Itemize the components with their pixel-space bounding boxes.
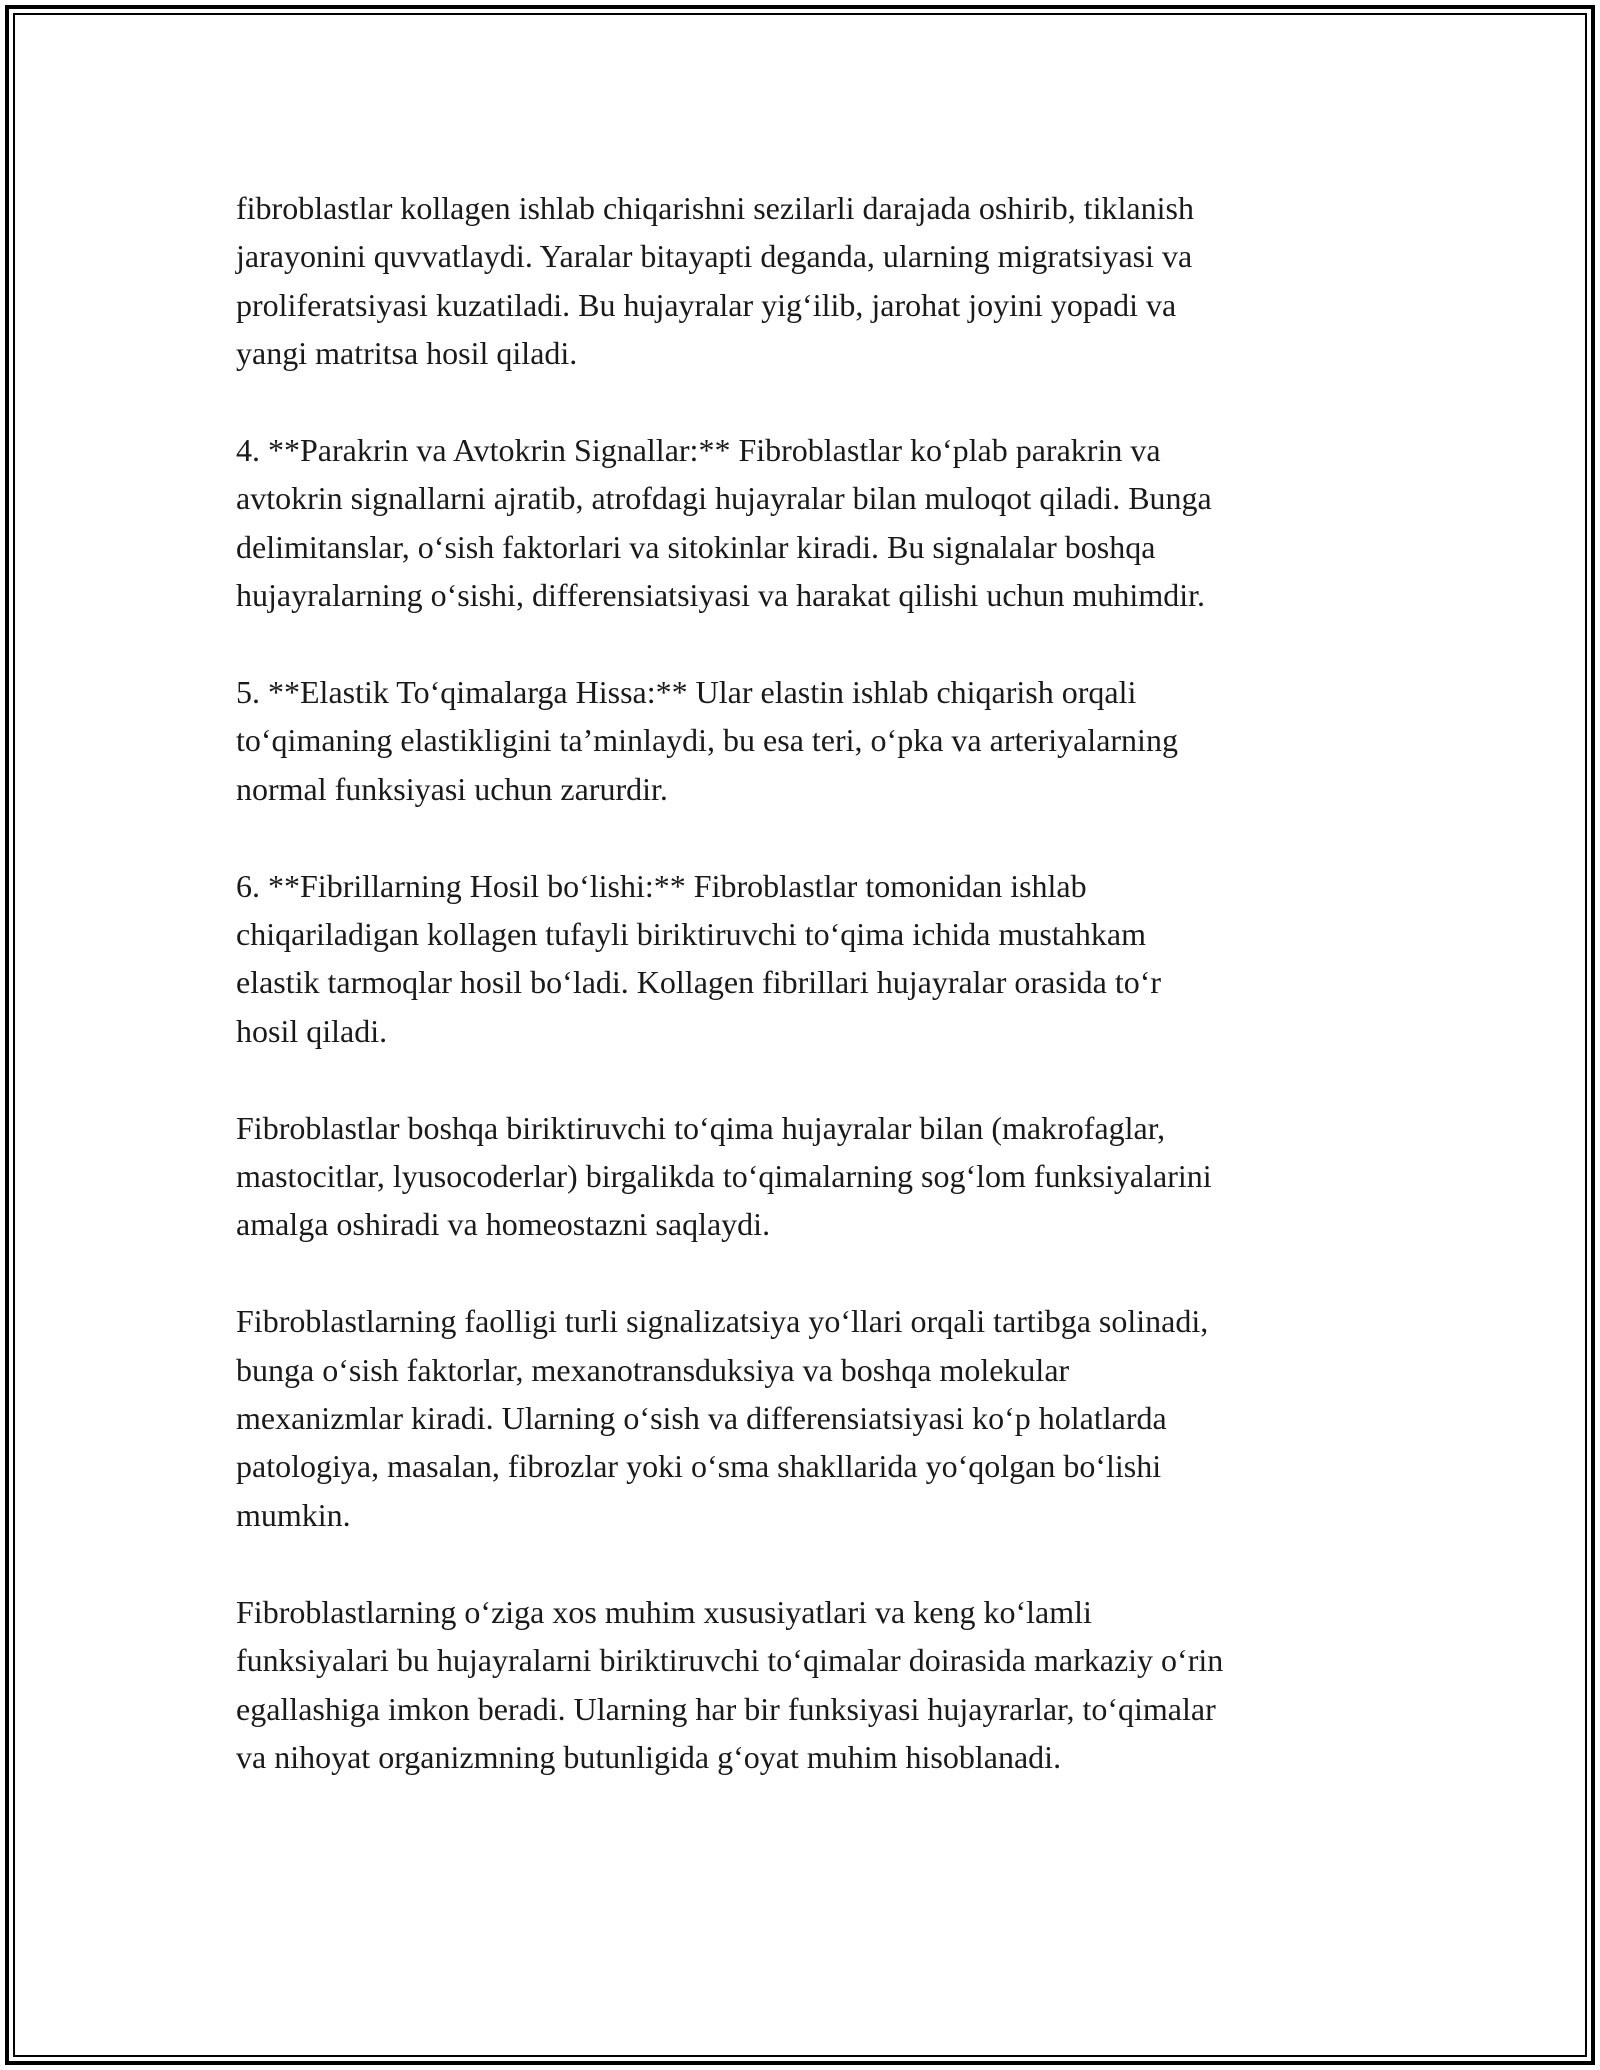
text-line: patologiya, masalan, fibrozlar yoki o‘sma shakllarida yo‘qolgan bo‘lishi: [236, 1448, 1162, 1485]
text-line: hujayralarning o‘sishi, differensiatsiyasi va harakat qilishi uchun muhimdir.: [236, 577, 1205, 614]
text-line: bunga o‘sish faktorlar, mexanotransduksiya va boshqa molekular: [236, 1351, 1070, 1388]
text-line: 5. **Elastik To‘qimalarga Hissa:** Ular elastin ishlab chiqarish orqali: [236, 674, 1137, 711]
text-line: elastik tarmoqlar hosil bo‘ladi. Kollagen fibrillari hujayralar orasida to‘r: [236, 964, 1162, 1001]
paragraph-3: [236, 668, 1386, 813]
paragraph-4: [236, 862, 1386, 1056]
text-line: avtokrin signallarni ajratib, atrofdagi hujayralar bilan muloqot qiladi. Bunga: [236, 480, 1212, 517]
text-line: mexanizmlar kiradi. Ularning o‘sish va differensiatsiyasi ko‘p holatlarda: [236, 1400, 1167, 1437]
text-line: normal funksiyasi uchun zarurdir.: [236, 770, 668, 807]
text-line: va nihoyat organizmning butunligida g‘oyat muhim hisoblanadi.: [236, 1738, 1062, 1775]
text-line: jarayonini quvvatlaydi. Yaralar bitayapti deganda, ularning migratsiyasi va: [236, 238, 1193, 275]
text-line: yangi matritsa hosil qiladi.: [236, 335, 578, 372]
paragraph-1: [236, 184, 1386, 378]
paragraph-5: [236, 1104, 1386, 1249]
text-line: hosil qiladi.: [236, 1012, 388, 1049]
text-line: amalga oshiradi va homeostazni saqlaydi.: [236, 1206, 771, 1243]
text-line: fibroblastlar kollagen ishlab chiqarishni sezilarli darajada oshirib, tiklanish: [236, 190, 1194, 226]
text-line: proliferatsiyasi kuzatiladi. Bu hujayralar yig‘ilib, jarohat joyini yopadi va: [236, 286, 1177, 323]
text-line: Fibroblastlarning o‘ziga xos muhim xususiyatlari va keng ko‘lamli: [236, 1593, 1092, 1630]
text-line: egallashiga imkon beradi. Ularning har bir funksiyasi hujayrarlar, to‘qimalar: [236, 1690, 1216, 1727]
text-line: 6. **Fibrillarning Hosil bo‘lishi:** Fibroblastlar tomonidan ishlab: [236, 867, 1087, 904]
text-line: 4. **Parakrin va Avtokrin Signallar:** Fibroblastlar ko‘plab parakrin va: [236, 432, 1161, 469]
text-line: to‘qimaning elastikligini ta’minlaydi, bu esa teri, o‘pka va arteriyalarning: [236, 722, 1178, 759]
paragraph-2: [236, 426, 1386, 620]
text-line: Fibroblastlar boshqa biriktiruvchi to‘qima hujayralar bilan (makrofaglar,: [236, 1109, 1166, 1146]
text-line: delimitanslar, o‘sish faktorlari va sitokinlar kiradi. Bu signalalar boshqa: [236, 528, 1156, 565]
text-line: funksiyalari bu hujayralarni biriktiruvchi to‘qimalar doirasida markaziy o‘rin: [236, 1642, 1224, 1679]
text-line: chiqariladigan kollagen tufayli biriktiruvchi to‘qima ichida mustahkam: [236, 916, 1146, 953]
paragraph-7: [236, 1588, 1386, 1782]
text-line: mumkin.: [236, 1496, 351, 1533]
document-body: [236, 184, 1386, 1830]
text-line: mastocitlar, lyusocoderlar) birgalikda to‘qimalarning sog‘lom funksiyalarini: [236, 1158, 1212, 1195]
paragraph-6: [236, 1297, 1386, 1539]
text-line: Fibroblastlarning faolligi turli signalizatsiya yo‘llari orqali tartibga solinadi,: [236, 1303, 1209, 1340]
